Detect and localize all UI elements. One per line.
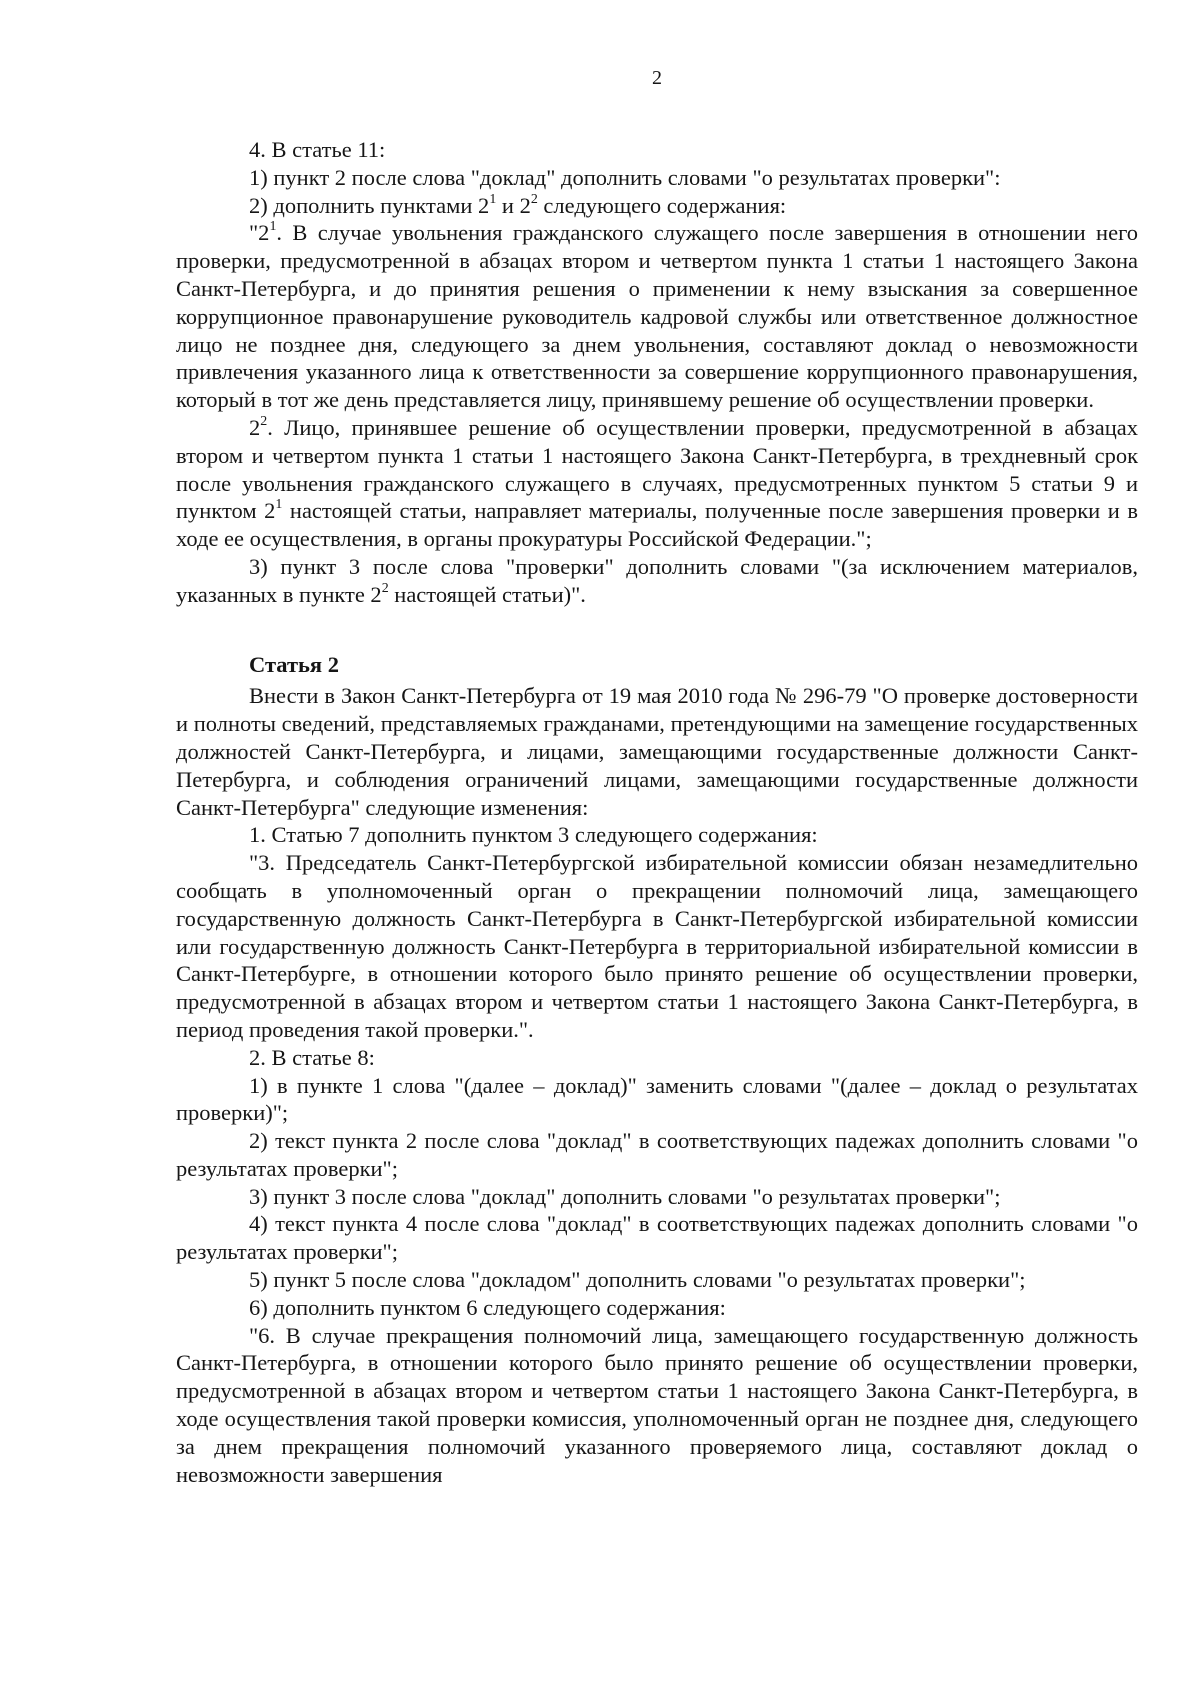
page-number: 2	[652, 67, 662, 89]
paragraph: 1. Статью 7 дополнить пунктом 3 следующего содержания:	[249, 822, 818, 848]
paragraph: 6) дополнить пунктом 6 следующего содержания:	[249, 1294, 726, 1320]
superscript: 1	[269, 219, 277, 235]
superscript: 2	[530, 191, 538, 207]
article1-amendments	[176, 136, 1138, 609]
paragraph: "6. В случае прекращения полномочий лица, замещающего государственную должность Санкт-Петербурга, в отношении которого было принято решение об осуществлении проверки, предусмотренной в абзацах втором и четвертом статьи 1 настоящего Закона Санкт-Петербурга, в ходе осуществления такой проверки комиссия, уполномоченный орган не позднее дня, следующего за днем прекращения полномочий указанного проверяемого лица, составляют доклад о невозможности завершения	[176, 1322, 1138, 1487]
article2-body	[176, 682, 1138, 1488]
paragraph: 4. В статье 11:	[249, 137, 386, 162]
paragraph: 2) текст пункта 2 после слова "доклад" в соответствующих падежах дополнить словами "о результатах проверки";	[176, 1128, 1138, 1181]
paragraph: 3) пункт 3 после слова "доклад" дополнить словами "о результатах проверки";	[249, 1183, 1001, 1209]
superscript: 1	[489, 191, 497, 207]
paragraph: 4) текст пункта 4 после слова "доклад" в соответствующих падежах дополнить словами "о результатах проверки";	[176, 1211, 1138, 1265]
paragraph: 2. В статье 8:	[249, 1044, 375, 1070]
paragraph: 1) в пункте 1 слова "(далее – доклад)" заменить словами "(далее – доклад о результатах проверки)";	[176, 1072, 1138, 1126]
paragraph: "$2^1$. В случае увольнения гражданского служащего после завершения в отношении него проверки, предусмотренной в абзацах втором и четвертом пункта 1 статьи 1 настоящего Закона Санкт-Петербурга, и до принятия решения о применении к нему взыскания за совершенное коррупционное правонарушение руководитель кадровой службы или ответственное должностное лицо не позднее дня, следующего за днем увольнения, составляют доклад о невозможности привлечения указанного лица к ответственности за совершение коррупционного правонарушения, который в тот же день представляется лицу, принявшему решение об осуществлении проверки.	[176, 219, 1138, 413]
paragraph: $2^2$. Лицо, принявшее решение об осуществлении проверки, предусмотренной в абзацах втором и четвертом пункта 1 статьи 1 настоящего Закона Санкт-Петербурга, в трехдневный срок после увольнения гражданского служащего в случаях, предусмотренных пунктом 5 статьи 9 и пунктом $2^1$ настоящей статьи, направляет материалы, полученные после завершения проверки и в ходе ее осуществления, в органы прокуратуры Российской Федерации.";	[176, 413, 1138, 552]
paragraph: 3) пункт 3 после слова "проверки" дополнить словами "(за исключением материалов, указанных в пункте $2^2$ настоящей статьи)".	[176, 553, 1138, 607]
paragraph: Внести в Закон Санкт-Петербурга от 19 мая 2010 года № 296-79 "О проверке достоверности и полноты сведений, представляемых гражданами, претендующими на замещение государственных должностей Санкт-Петербурга, и лицами, замещающими государственные должности Санкт-Петербурга, и соблюдения ограничений лицами, замещающими государственные должности Санкт-Петербурга" следующие изменения:	[176, 683, 1138, 820]
superscript: 2	[381, 580, 389, 596]
paragraph: 2) дополнить пунктами $2^1$ и $2^2$ следующего содержания:	[249, 191, 787, 218]
paragraph: 1) пункт 2 после слова "доклад" дополнить словами "о результатах проверки":	[249, 164, 1001, 190]
article-heading: Статья 2	[249, 651, 339, 677]
superscript: 2	[260, 413, 268, 429]
paragraph: 5) пункт 5 после слова "докладом" дополнить словами "о результатах проверки";	[249, 1267, 1026, 1293]
superscript: 1	[275, 497, 283, 513]
document-page	[176, 66, 1138, 1488]
paragraph: "3. Председатель Санкт-Петербургской избирательной комиссии обязан незамедлительно сообщать в уполномоченный орган о прекращении полномочий лица, замещающего государственную должность Санкт-Петербурга в Санкт-Петербургской избирательной комиссии или государственную должность Санкт-Петербурга в территориальной избирательной комиссии в Санкт-Петербурге, в отношении которого было принято решение об осуществлении проверки, предусмотренной в абзацах втором и четвертом статьи 1 настоящего Закона Санкт-Петербурга, в период проведения такой проверки.".	[176, 850, 1138, 1042]
